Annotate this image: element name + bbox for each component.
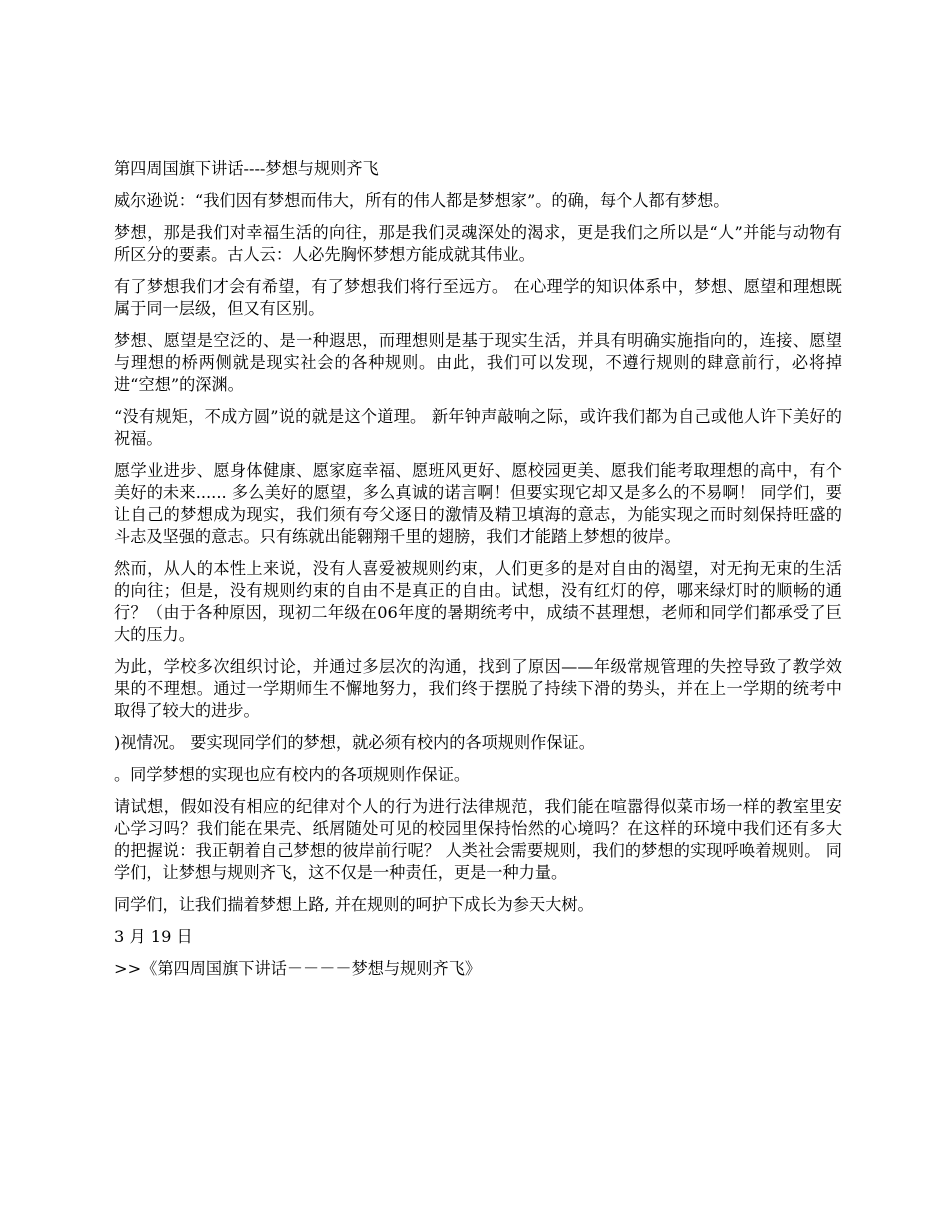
document-link[interactable]: >>《第四周国旗下讲话－－－－梦想与规则齐飞》 — [114, 959, 482, 978]
paragraph-school-progress: 为此，学校多次组织讨论，并通过多层次的沟通，找到了原因——年级常规管理的失控导致了教学效果的不理想。通过一学期师生不懈地努力，我们终于摆脱了持续下滑的势头，并在上一学期的统考中取得了较大的进步。 — [114, 657, 842, 720]
document-title: 第四周国旗下讲话----梦想与规则齐飞 — [114, 159, 379, 178]
paragraph-wishes: 愿学业进步、愿身体健康、愿家庭幸福、愿班风更好、愿校园更美、愿我们能考取理想的高中，有个美好的未来...... 多么美好的愿望，多么真诚的诺言啊！但要实现它却又是多么的不易啊！ 同学们，要让自己的梦想成为现实，我们须有夸父逐日的激情及精卫填海的意志，为能实现之而时刻保持旺盛的斗志及坚强的意志。只有练就出能翱翔千里的翅膀，我们才能踏上梦想的彼岸。 — [114, 461, 842, 546]
paragraph-dream-vs-ideal: 梦想、愿望是空泛的、是一种遐思，而理想则是基于现实生活，并具有明确实施指向的，连接、愿望与理想的桥两侧就是现实社会的各种规则。由此，我们可以发现，不遵行规则的肆意前行，必将掉进“空想”的深渊。 — [114, 331, 842, 394]
paragraph-situation: )视情况。 要实现同学们的梦想，就必须有校内的各项规则作保证。 — [114, 733, 595, 752]
paragraph-dream-meaning: 梦想，那是我们对幸福生活的向往，那是我们灵魂深处的渴求，更是我们之所以是“人”并能与动物有所区分的要素。古人云：人必先胸怀梦想方能成就其伟业。 — [114, 223, 842, 264]
document-date: 3 月 19 日 — [114, 927, 193, 946]
paragraph-wilson-quote: 威尔逊说：“我们因有梦想而伟大，所有的伟人都是梦想家”。的确，每个人都有梦想。 — [114, 191, 730, 210]
paragraph-imagine: 请试想，假如没有相应的纪律对个人的行为进行法律规范，我们能在喧嚣得似菜市场一样的教室里安心学习吗？我们能在果壳、纸屑随处可见的校园里保持怡然的心境吗？在这样的环境中我们还有多大的把握说：我正朝着自己梦想的彼岸前行呢？ 人类社会需要规则，我们的梦想的实现呼唤着规则。 同学们，让梦想与规则齐飞，这不仅是一种责任，更是一种力量。 — [114, 797, 842, 882]
paragraph-no-rules: “没有规矩，不成方圆”说的就是这个道理。 新年钟声敲响之际，或许我们都为自己或他人许下美好的祝福。 — [114, 407, 842, 448]
paragraph-rules-guarantee: 。同学梦想的实现也应有校内的各项规则作保证。 — [114, 765, 471, 784]
paragraph-closing: 同学们，让我们揣着梦想上路, 并在规则的呵护下成长为参天大树。 — [114, 895, 594, 914]
paragraph-hope: 有了梦想我们才会有希望，有了梦想我们将行至远方。 在心理学的知识体系中，梦想、愿望和理想既属于同一层级，但又有区别。 — [114, 277, 842, 318]
document-body — [114, 158, 842, 990]
paragraph-freedom: 然而，从人的本性上来说，没有人喜爱被规则约束，人们更多的是对自由的渴望，对无拘无束的生活的向往；但是，没有规则约束的自由不是真正的自由。试想，没有红灯的停，哪来绿灯时的顺畅的通行？（由于各种原因，现初二年级在06年度的暑期统考中，成绩不甚理想，老师和同学们都承受了巨大的压力。 — [114, 559, 842, 644]
